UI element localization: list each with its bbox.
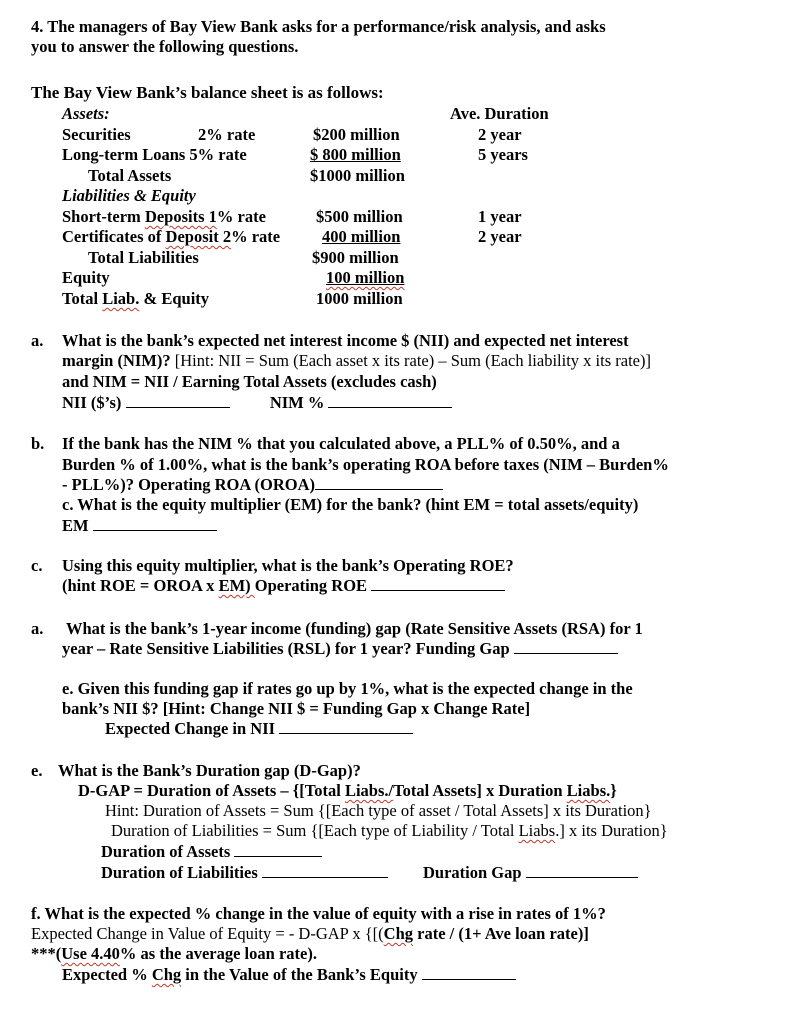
part-c-letter: c.: [31, 556, 43, 575]
securities-amount: $200 million: [313, 125, 400, 144]
part-c-line1: Using this equity multiplier, what is the bank’s Operating ROE?: [62, 556, 514, 575]
part-dgap-letter: e.: [31, 761, 43, 780]
em-answer-row: EM: [62, 516, 217, 536]
certificates-of-deposit-name: Certificates of Deposit 2% rate: [62, 227, 281, 246]
operating-roe-answer-blank[interactable]: [371, 576, 505, 591]
part-a-line3: and NIM = NII / Earning Total Assets (excludes cash): [62, 372, 437, 391]
part-b-line1: If the bank has the NIM % that you calculated above, a PLL% of 0.50%, and a: [62, 434, 620, 453]
balance-sheet-heading: The Bay View Bank’s balance sheet is as follows:: [31, 83, 384, 102]
nii-change-answer-blank[interactable]: [279, 719, 413, 734]
part-f-line1: f. What is the expected % change in the value of equity with a rise in rates of 1%?: [31, 904, 606, 923]
em-answer-blank[interactable]: [93, 516, 217, 531]
short-term-deposits-name: Short-term Deposits 1% rate: [62, 207, 266, 226]
securities-duration: 2 year: [478, 125, 522, 144]
funding-gap-answer-blank[interactable]: [514, 639, 618, 654]
duration-liabilities-row: Duration of Liabilities: [101, 863, 388, 883]
part-b-line4: c. What is the equity multiplier (EM) for the bank? (hint EM = total assets/equity): [62, 495, 639, 514]
short-term-deposits-duration: 1 year: [478, 207, 522, 226]
certificates-of-deposit-duration: 2 year: [478, 227, 522, 246]
equity-name: Equity: [62, 268, 110, 287]
total-liab-equity-amount: 1000 million: [316, 289, 403, 308]
loans-amount: $ 800 million: [310, 145, 401, 164]
total-assets-amount: $1000 million: [310, 166, 405, 185]
question-title-line1: 4. The managers of Bay View Bank asks for a performance/risk analysis, and asks: [31, 17, 606, 36]
nii-answer-row: [62, 393, 452, 413]
loans-duration: 5 years: [478, 145, 528, 164]
securities-rate: 2% rate: [198, 125, 256, 144]
securities-name: Securities: [62, 125, 131, 144]
part-c-line2: (hint ROE = OROA x EM) Operating ROE: [62, 576, 505, 596]
part-dgap-line1: What is the Bank’s Duration gap (D-Gap)?: [58, 761, 361, 780]
nii-label: NII ($’s): [62, 393, 122, 412]
assets-label: Assets:: [62, 104, 110, 123]
nim-label: NIM %: [269, 393, 325, 412]
part-d-letter: a.: [31, 619, 44, 638]
part-e-line2: bank’s NII $? [Hint: Change NII $ = Funding Gap x Change Rate]: [62, 699, 531, 718]
part-d-line1: What is the bank’s 1-year income (funding) gap (Rate Sensitive Assets (RSA) for 1: [66, 619, 643, 638]
duration-gap-row: Duration Gap: [423, 863, 638, 883]
part-f-line4: Expected % Chg in the Value of the Bank’s Equity: [62, 965, 516, 985]
part-a-letter: a.: [31, 331, 44, 350]
duration-liabilities-answer-blank[interactable]: [262, 863, 388, 878]
short-term-deposits-amount: $500 million: [316, 207, 403, 226]
equity-amount: 100 million: [326, 268, 405, 287]
certificates-of-deposit-amount: 400 million: [322, 227, 401, 246]
part-d-line2: year – Rate Sensitive Liabilities (RSL) for 1 year? Funding Gap: [62, 639, 618, 659]
total-liabilities-name: Total Liabilities: [88, 248, 199, 267]
dgap-hint1: Hint: Duration of Assets = Sum {[Each type of asset / Total Assets] x its Duration}: [105, 801, 652, 820]
part-e-line1: e. Given this funding gap if rates go up by 1%, what is the expected change in the: [62, 679, 633, 698]
total-liabilities-amount: $900 million: [312, 248, 399, 267]
nim-answer-blank[interactable]: [328, 393, 452, 408]
duration-gap-answer-blank[interactable]: [526, 863, 638, 878]
part-b-line2: Burden % of 1.00%, what is the bank’s operating ROA before taxes (NIM – Burden%: [62, 455, 669, 474]
equity-change-answer-blank[interactable]: [422, 965, 516, 980]
duration-assets-answer-blank[interactable]: [234, 842, 322, 857]
duration-assets-row: Duration of Assets: [101, 842, 322, 862]
question-title-line2: you to answer the following questions.: [31, 37, 299, 56]
part-a-line1: What is the bank’s expected net interest income $ (NII) and expected net interest: [62, 331, 629, 350]
total-assets-name: Total Assets: [88, 166, 172, 185]
total-liab-equity-name: Total Liab. & Equity: [62, 289, 210, 308]
part-a-line2: margin (NIM)? [Hint: NII = Sum (Each asset x its rate) – Sum (Each liability x its rate)]: [62, 351, 651, 370]
part-f-line3: ***(Use 4.40% as the average loan rate).: [31, 944, 317, 963]
part-b-letter: b.: [31, 434, 45, 453]
oroa-answer-blank[interactable]: [315, 475, 443, 490]
part-e-line3: Expected Change in NII: [105, 719, 413, 739]
loans-name: Long-term Loans 5% rate: [62, 145, 247, 164]
part-f-line2: Expected Change in Value of Equity = - D-GAP x {[(Chg rate / (1+ Ave loan rate)]: [31, 924, 589, 943]
duration-header: Ave. Duration: [450, 104, 549, 123]
part-b-line3: - PLL%)? Operating ROA (OROA): [62, 475, 443, 495]
nii-answer-blank[interactable]: [126, 393, 230, 408]
liabilities-equity-label: Liabilities & Equity: [62, 186, 196, 205]
dgap-formula: D-GAP = Duration of Assets – {[Total Liabs./Total Assets] x Duration Liabs.}: [78, 781, 617, 800]
dgap-hint2: Duration of Liabilities = Sum {[Each type of Liability / Total Liabs.] x its Duration}: [111, 821, 668, 840]
